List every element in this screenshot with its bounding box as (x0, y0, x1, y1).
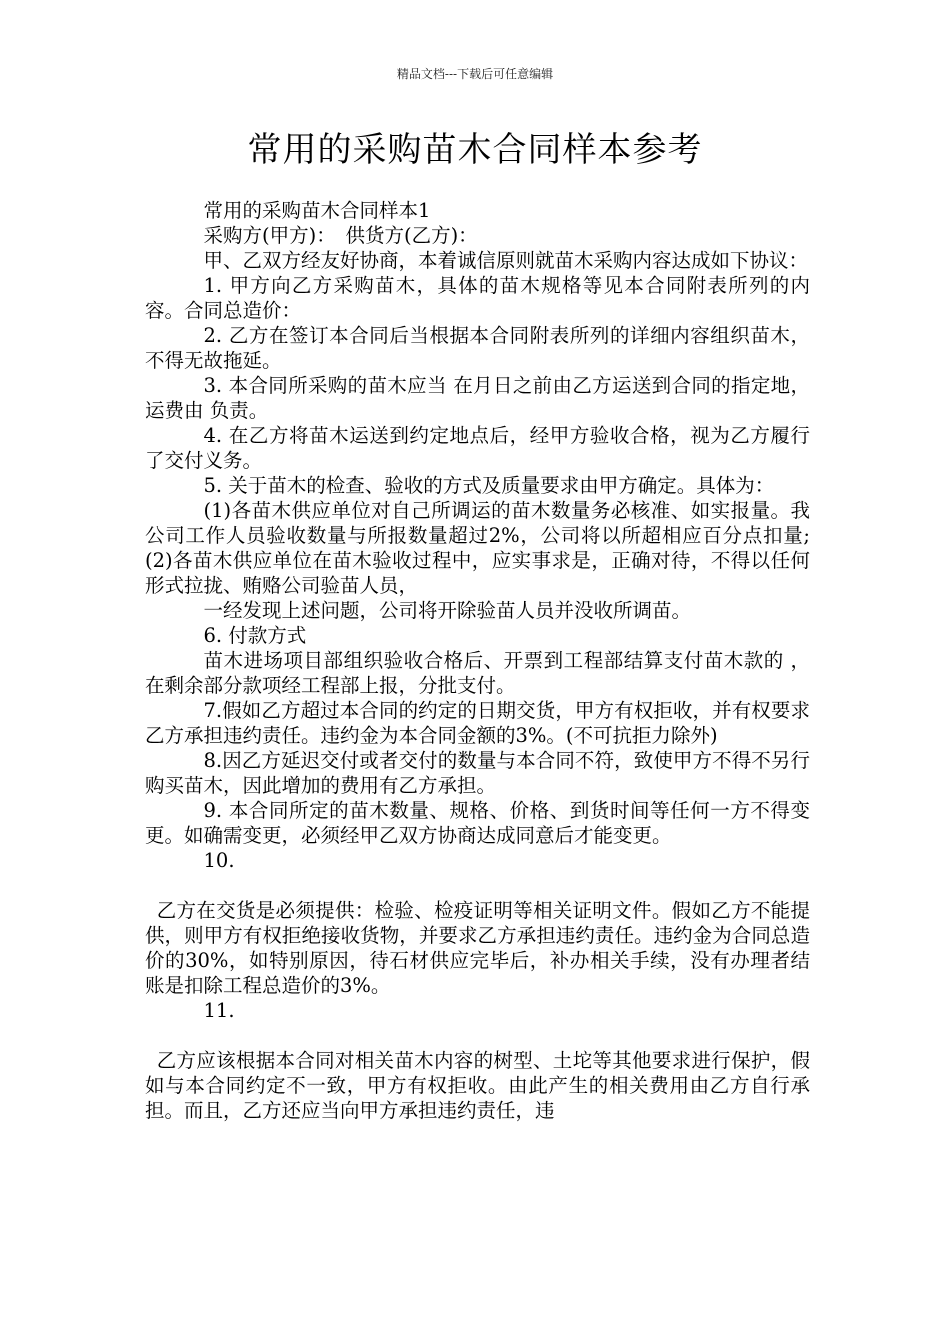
paragraph-clause-7: 7.假如乙方超过本合同的约定的日期交货，甲方有权拒收，并有权要求乙方承担违约责任。违约金为本合同金额的3%。(不可抗拒力除外) (145, 699, 810, 747)
paragraph-clause-2: 2. 乙方在签订本合同后当根据本合同附表所列的详细内容组织苗木，不得无故拖延。 (145, 324, 810, 372)
paragraph-sample-heading: 常用的采购苗木合同样本1 (203, 199, 431, 222)
paragraph-clause-6: 6. 付款方式 (203, 624, 307, 647)
paragraph-clause-10-number: 10. (203, 849, 235, 872)
paragraph-clause-5-penalty: 一经发现上述问题，公司将开除验苗人员并没收所调苗。 (203, 599, 692, 622)
document-body (145, 198, 810, 1123)
paragraph-clause-4: 4. 在乙方将苗木运送到约定地点后，经甲方验收合格，视为乙方履行了交付义务。 (145, 424, 810, 472)
paragraph-gap (145, 873, 810, 898)
paragraph-preamble: 甲、乙双方经友好协商，本着诚信原则就苗木采购内容达成如下协议： (203, 249, 809, 272)
paragraph-clause-5: 5. 关于苗木的检查、验收的方式及质量要求由甲方确定。具体为： (203, 474, 775, 497)
paragraph-clause-10: 乙方在交货是必须提供：检验、检疫证明等相关证明文件。假如乙方不能提供，则甲方有权拒绝接收货物，并要求乙方承担违约责任。违约金为合同总造价的30%，如特别原因，待石材供应完毕后，补办相关手续，没有办理者结账是扣除工程总造价的3%。 (145, 899, 810, 997)
paragraph-clause-11-number: 11. (203, 999, 235, 1022)
paragraph-clause-11: 乙方应该根据本合同对相关苗木内容的树型、土坨等其他要求进行保护，假如与本合同约定不一致，甲方有权拒收。由此产生的相关费用由乙方自行承担。而且，乙方还应当向甲方承担违约责任，违 (145, 1049, 810, 1122)
header-note: 精品文档---下载后可任意编辑 (396, 67, 554, 81)
paragraph-clause-8: 8.因乙方延迟交付或者交付的数量与本合同不符，致使甲方不得不另行购买苗木，因此增加的费用有乙方承担。 (145, 749, 810, 797)
paragraph-parties: 采购方(甲方)： 供货方(乙方)： (203, 224, 478, 247)
paragraph-clause-9: 9. 本合同所定的苗木数量、规格、价格、到货时间等任何一方不得变更。如确需变更，必须经甲乙双方协商达成同意后才能变更。 (145, 799, 810, 847)
paragraph-clause-5-detail: (1)各苗木供应单位对自己所调运的苗木数量务必核准、如实报量。我公司工作人员验收数量与所报数量超过2%，公司将以所超相应百分点扣量;(2)各苗木供应单位在苗木验收过程中，应实事求是，正确对待，不得以任何形式拉拢、贿赂公司验苗人员， (145, 499, 810, 597)
paragraph-gap (145, 1023, 810, 1048)
paragraph-clause-1: 1. 甲方向乙方采购苗木，具体的苗木规格等见本合同附表所列的内容。合同总造价： (145, 274, 810, 322)
paragraph-clause-6-detail: 苗木进场项目部组织验收合格后、开票到工程部结算支付苗木款的 ，在剩余部分款项经工程部上报，分批支付。 (145, 649, 810, 697)
document-title: 常用的采购苗木合同样本参考 (247, 130, 703, 170)
paragraph-clause-3: 3. 本合同所采购的苗木应当 在月日之前由乙方运送到合同的指定地，运费由 负责。 (145, 374, 810, 422)
